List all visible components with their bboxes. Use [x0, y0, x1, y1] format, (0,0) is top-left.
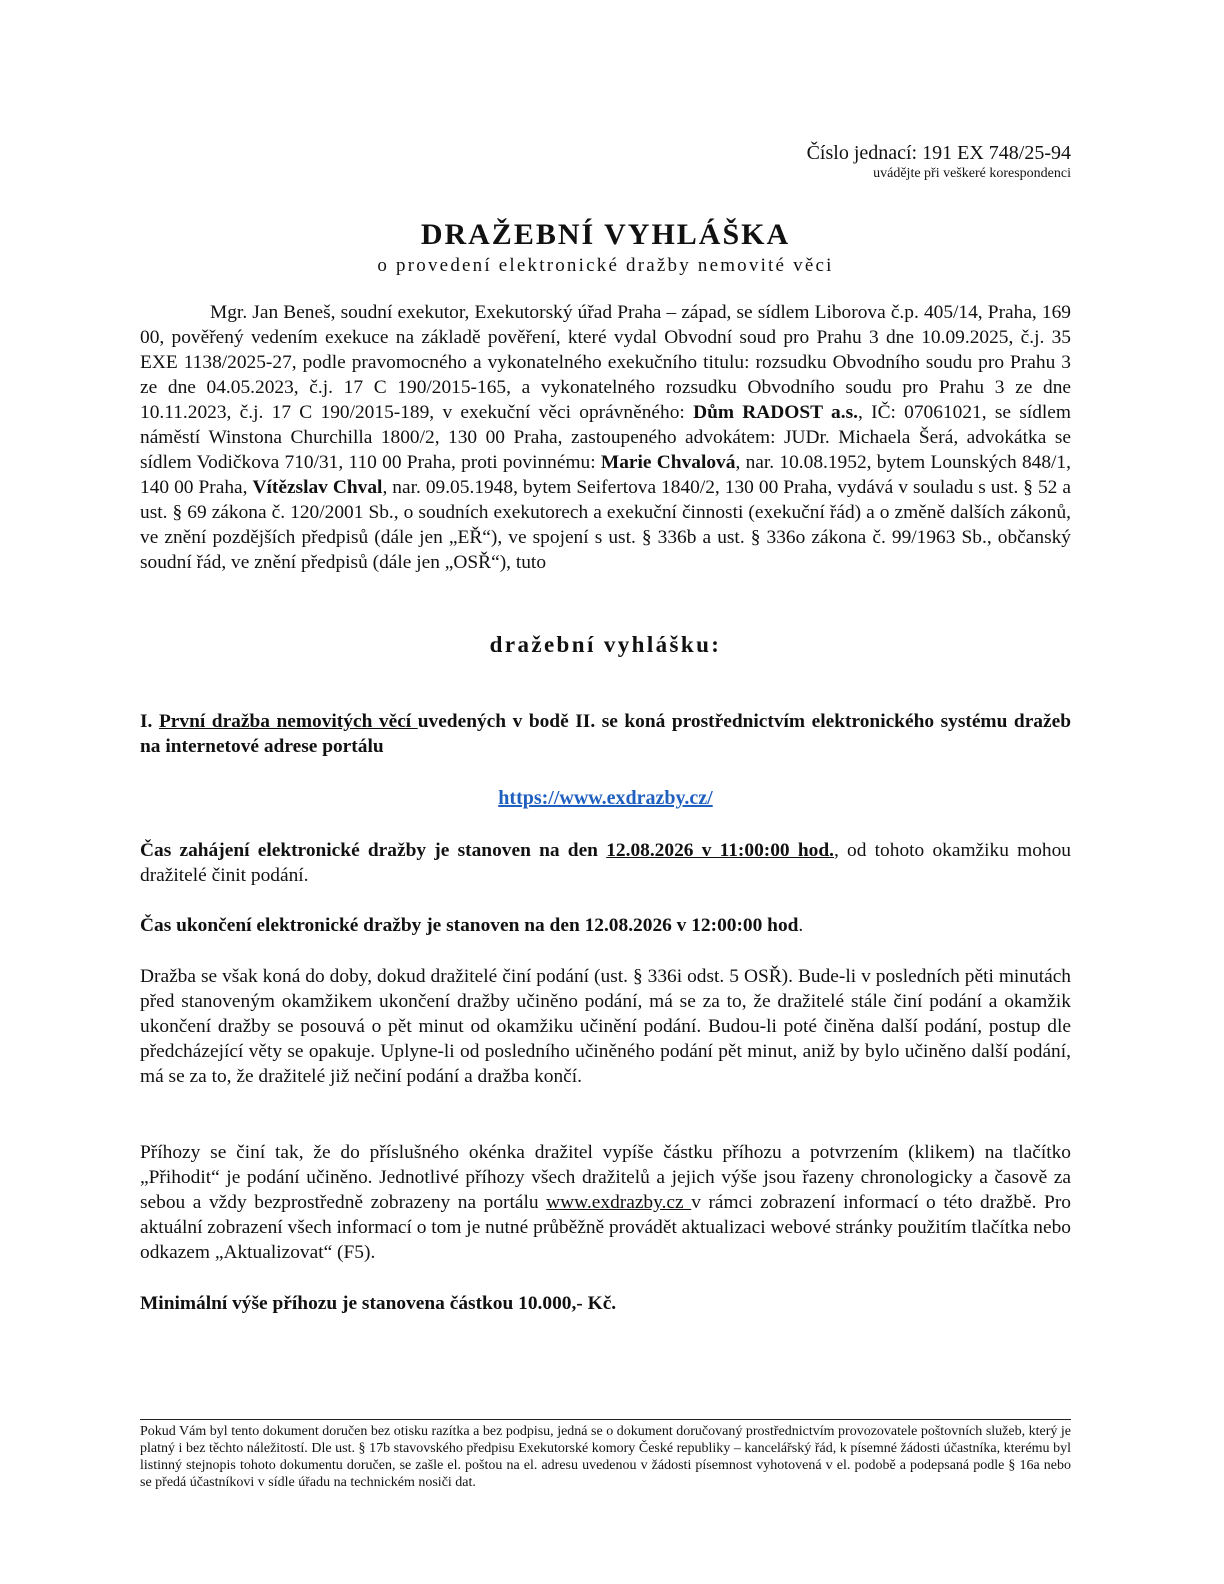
auction-end-dot: . [798, 915, 804, 936]
portal-url [140, 785, 1071, 811]
section-heading: dražební vyhlášku: [489, 632, 722, 657]
document-subtitle: o provedení elektronické dražby nemovité věci [377, 255, 834, 276]
auction-start-label: Čas zahájení elektronické dražby je stanoven na den [140, 840, 607, 861]
auction-rules-paragraph: Dražba se však koná do doby, dokud dražitelé činí podání (ust. § 336i odst. 5 OSŘ). Bude-li v posledních pěti minutách před stanoveným okamžikem ukončení dražby učiněno podání, má se za to, že dražitelé stále činí podání a okamžik ukončení dražby se posouvá o pět minut od okamžiku učinění podání. Budou-li poté činěna další podání, postup dle předcházející věty se opakuje. Uplyne-li od posledního učiněného podání pět minut, aniž by bylo učiněno další podání, má se za to, že dražitelé již nečiní podání a dražba končí. [140, 966, 1071, 1087]
reference-block [807, 140, 1071, 182]
auction-start-text: , od tohoto okamžiku mohou dražitelé činit podání. [140, 840, 1071, 886]
creditor-name: Dům RADOST a.s. [693, 402, 858, 423]
minimum-bid: Minimální výše příhozu je stanovena částkou 10.000,- Kč. [140, 1293, 617, 1314]
section-1-paragraph [140, 709, 1071, 759]
exdrazby-link[interactable]: www.exdrazby.cz [546, 1192, 692, 1213]
bids-paragraph [140, 1140, 1071, 1265]
bids-text-1: Příhozy se činí tak, že do příslušného okénka dražitel vypíše částku příhozu a potvrzením (klikem) na tlačítko „Přihodit“ je podání učiněno. Jednotlivé příhozy všech dražitelů a jejich výše jsou řazeny chronologicky a časově za sebou a vždy bezprostředně zobrazeny na portálu [140, 1142, 1071, 1213]
section-1-number: I. [140, 711, 159, 732]
document-title: DRAŽEBNÍ VYHLÁŠKA [420, 218, 791, 251]
section-1-text: uvedených v bodě II. se koná prostřednictvím elektronického systému dražeb na internetové adrese portálu [140, 711, 1071, 757]
intro-paragraph [140, 300, 1071, 575]
reference-note: uvádějte při veškeré korespondenci [873, 166, 1071, 181]
portal-link[interactable]: https://www.exdrazby.cz/ [498, 787, 713, 809]
intro-text-3: , nar. 10.08.1952, bytem Lounských 848/1, 140 00 Praha, [140, 452, 1071, 498]
intro-text-4: , nar. 09.05.1948, bytem Seifertova 1840/2, 130 00 Praha, vydává v souladu s ust. § 52 a ust. § 69 zákona č. 120/2001 Sb., o soudních exekutorech a exekuční činnosti (exekuční řád) a o změně dalších zákonů, ve znění pozdějších předpisů (dále jen „EŘ“), ve spojení s ust. § 336b a ust. § 336o zákona č. 99/1963 Sb., občanský soudní řád, ve znění předpisů (dále jen „OSŘ“), tuto [140, 477, 1071, 573]
bids-text-2: v rámci zobrazení informací o této dražbě. Pro aktuální zobrazení všech informací o tom je nutné průběžně provádět aktualizaci webové stránky použitím tlačítka nebo odkazem „Aktualizovat“ (F5). [140, 1192, 1071, 1263]
auction-end-label: Čas ukončení elektronické dražby je stanoven na den 12.08.2026 v 12:00:00 hod [140, 915, 799, 936]
footer-divider [140, 1419, 1071, 1420]
intro-text-1: Mgr. Jan Beneš, soudní exekutor, Exekutorský úřad Praha – západ, se sídlem Liborova č.p. 405/14, Praha, 169 00, pověřený vedením exekuce na základě pověření, které vydal Obvodní soud pro Prahu 3 dne 10.09.2025, č.j. 35 EXE 1138/2025-27, podle pravomocného a vykonatelného exekučního titulu: rozsudku Obvodního soudu pro Prahu 3 ze dne 04.05.2023, č.j. 17 C 190/2015-165, a vykonatelného rozsudku Obvodního soudu pro Prahu 3 ze dne 10.11.2023, č.j. 17 C 190/2015-189, v exekuční věci oprávněného: [140, 302, 1071, 423]
reference-number: Číslo jednací: 191 EX 748/25-94 [806, 142, 1071, 164]
footer-note: Pokud Vám byl tento dokument doručen bez otisku razítka a bez podpisu, jedná se o dokument doručovaný prostřednictvím provozovatele poštovních služeb, který je platný i bez těchto náležitostí. Dle ust. § 17b stavovského předpisu Exekutorské komory České republiky – kancelářský řád, k písemné žádosti účastníka, kterému byl listinný stejnopis tohoto dokumentu doručen, se zašle el. poštou na el. adresu uvedenou v žádosti písemnost vyhotovená v el. podobě a podepsaná podle § 16a nebo se předá účastníkovi v sídle úřadu na technickém nosiči dat. [140, 1424, 1071, 1490]
debtor-name-1: Marie Chvalová [600, 452, 736, 473]
auction-start-paragraph [140, 838, 1071, 888]
auction-start-date: 12.08.2026 v 11:00:00 hod. [606, 840, 834, 861]
debtor-name-2: Vítězslav Chval [252, 477, 383, 498]
auction-end-paragraph [140, 913, 1071, 938]
section-1-underlined: První dražba nemovitých věcí [158, 711, 418, 732]
intro-text-2: , IČ: 07061021, se sídlem náměstí Winstona Churchilla 1800/2, 130 00 Praha, zastoupeného advokátem: JUDr. Michaela Šerá, advokátka se sídlem Vodičkova 710/31, 110 00 Praha, proti povinnému: [140, 402, 1071, 473]
